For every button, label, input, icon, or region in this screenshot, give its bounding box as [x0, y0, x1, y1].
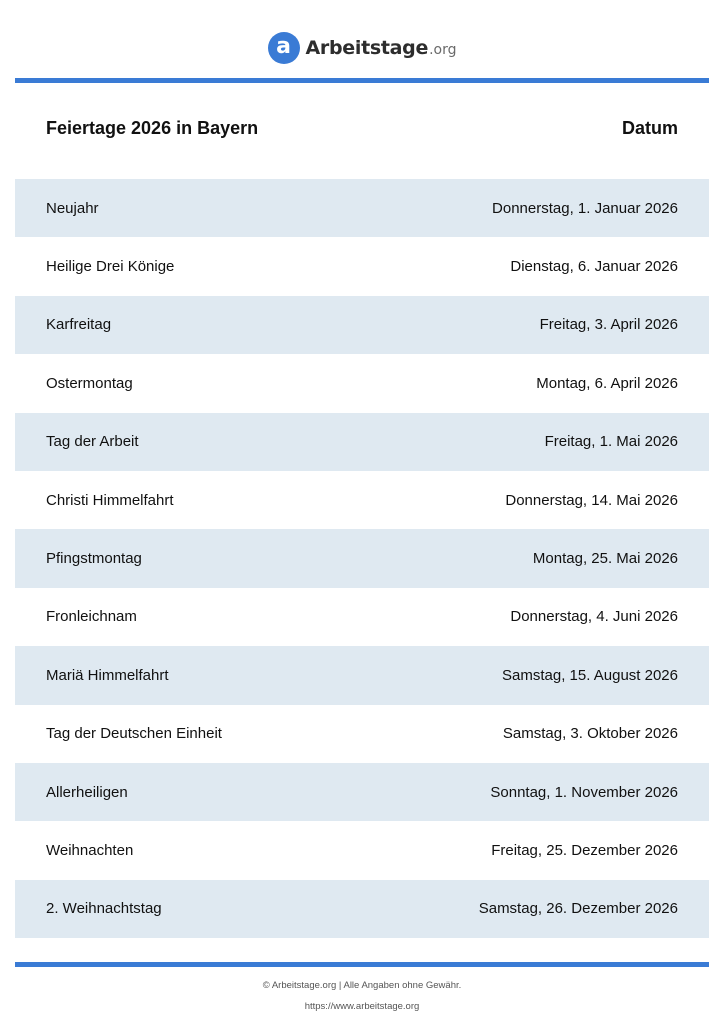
logo	[0, 30, 724, 66]
holiday-date: Montag, 6. April 2026	[536, 374, 678, 392]
logo-tld: .org	[429, 42, 457, 58]
footer-copyright: © Arbeitstage.org | Alle Angaben ohne Gewähr.	[262, 980, 462, 991]
top-divider	[15, 78, 709, 83]
holiday-name: Fronleichnam	[46, 608, 137, 626]
table-row	[15, 880, 709, 938]
holiday-date: Samstag, 26. Dezember 2026	[478, 900, 678, 918]
holiday-name: 2. Weihnachtstag	[46, 900, 162, 918]
logo-name: Arbeitstage	[305, 37, 429, 59]
holiday-name: Christi Himmelfahrt	[46, 491, 174, 509]
table-row	[15, 413, 709, 471]
holiday-date: Freitag, 1. Mai 2026	[544, 433, 678, 451]
holiday-name: Tag der Deutschen Einheit	[46, 725, 222, 743]
holiday-name: Heilige Drei Könige	[46, 258, 175, 276]
holiday-date: Donnerstag, 1. Januar 2026	[492, 199, 678, 217]
holiday-name: Neujahr	[46, 199, 99, 217]
holiday-date: Dienstag, 6. Januar 2026	[510, 258, 678, 276]
holiday-name: Karfreitag	[46, 316, 112, 334]
holiday-name: Weihnachten	[46, 841, 134, 859]
holiday-date: Freitag, 25. Dezember 2026	[491, 841, 678, 859]
holiday-date: Freitag, 3. April 2026	[539, 316, 678, 334]
table-row	[15, 646, 709, 704]
table-row	[15, 237, 709, 295]
holiday-name: Mariä Himmelfahrt	[46, 666, 169, 684]
table-row	[15, 705, 709, 763]
holiday-date: Donnerstag, 4. Juni 2026	[510, 608, 678, 626]
bottom-divider	[15, 962, 709, 967]
holiday-date: Donnerstag, 14. Mai 2026	[505, 491, 678, 509]
table-row	[15, 588, 709, 646]
date-column-header: Datum	[621, 118, 678, 138]
holiday-date: Sonntag, 1. November 2026	[490, 783, 678, 801]
holiday-name: Ostermontag	[46, 374, 133, 392]
logo-glyph: a	[276, 34, 291, 59]
table-row	[15, 354, 709, 412]
holiday-name: Allerheiligen	[46, 783, 128, 801]
holiday-name: Tag der Arbeit	[46, 433, 139, 451]
table-header	[46, 118, 678, 139]
holiday-date: Montag, 25. Mai 2026	[532, 550, 678, 568]
table-row	[15, 763, 709, 821]
table-row	[15, 179, 709, 237]
table-row	[15, 471, 709, 529]
table-row	[15, 529, 709, 587]
holiday-date: Samstag, 3. Oktober 2026	[502, 725, 678, 743]
table-row	[15, 296, 709, 354]
table-title: Feiertage 2026 in Bayern	[46, 118, 259, 138]
holiday-table	[15, 179, 709, 938]
holiday-date: Samstag, 15. August 2026	[502, 666, 678, 684]
at-sign-icon	[268, 32, 300, 64]
footer-url[interactable]: https://www.arbeitstage.org	[304, 1001, 420, 1012]
holiday-name: Pfingstmontag	[46, 550, 142, 568]
table-row	[15, 821, 709, 879]
